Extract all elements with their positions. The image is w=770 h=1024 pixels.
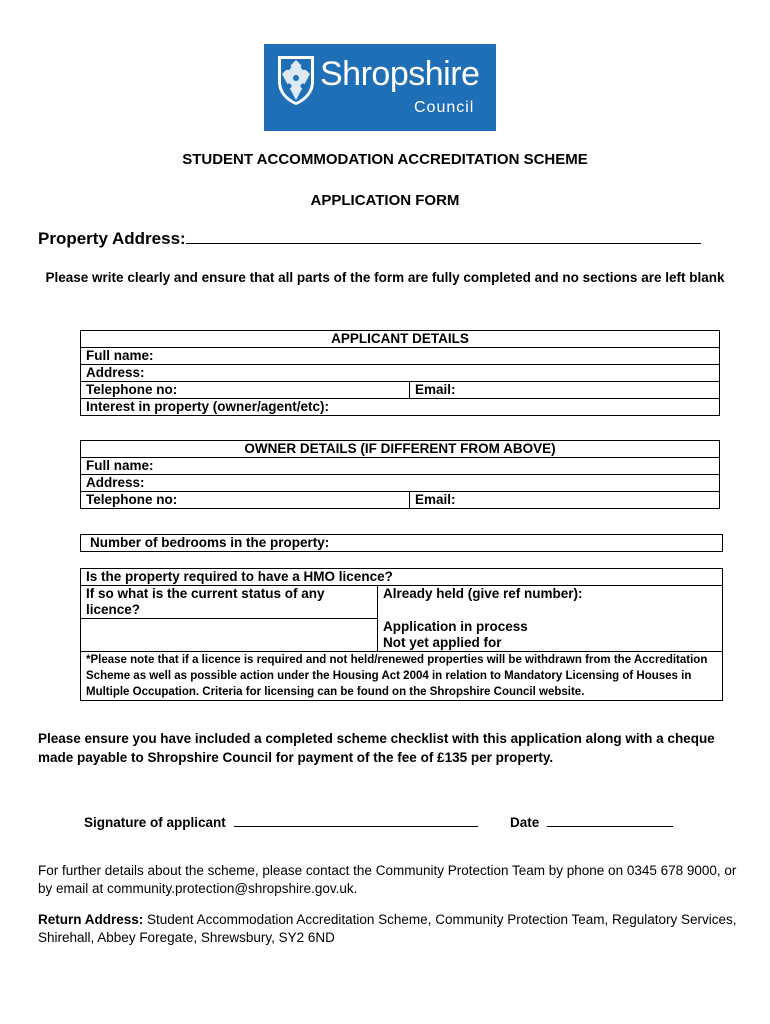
bedrooms-field[interactable]: Number of bedrooms in the property: (81, 535, 723, 552)
owner-telephone[interactable]: Telephone no: (81, 492, 410, 509)
owner-heading: OWNER DETAILS (IF DIFFERENT FROM ABOVE) (81, 441, 720, 458)
shield-icon (276, 54, 316, 106)
bedrooms-table (80, 534, 723, 552)
applicant-details-table (80, 330, 720, 416)
signature-label: Signature of applicant (84, 815, 226, 830)
hmo-note: *Please note that if a licence is required and not held/renewed properties will be withdrawn from the Accreditation Scheme as well as possible action under the Housing Act 2004 in relation to Mandatory Licensing of Houses in Multiple Occupation. Criteria for licensing can be found on the Shropshire Council website. (81, 652, 723, 701)
document-subtitle: APPLICATION FORM (310, 192, 460, 209)
hmo-question: Is the property required to have a HMO licence? (81, 569, 723, 586)
applicant-telephone[interactable]: Telephone no: (81, 382, 410, 399)
return-address-text: Student Accommodation Accreditation Scheme, Community Protection Team, Regulatory Services, Shirehall, Abbey Foregate, Shrewsbury, SY2 6ND (38, 912, 737, 945)
contact-text: For further details about the scheme, please contact the Community Protection Team by phone on 0345 678 9000, or by email at community.protection@shropshire.gov.uk. (38, 863, 737, 896)
applicant-full-name[interactable]: Full name: (81, 348, 720, 365)
hmo-option-held[interactable]: Already held (give ref number): (378, 586, 723, 619)
applicant-email[interactable]: Email: (410, 382, 720, 399)
logo-subtitle: Council (414, 99, 475, 116)
signature-field[interactable] (234, 812, 478, 827)
hmo-status-question: If so what is the current status of any licence? (81, 586, 378, 619)
hmo-licence-table (80, 568, 723, 701)
return-address (38, 911, 738, 947)
property-address-field[interactable] (186, 229, 701, 244)
hmo-option-in-process[interactable]: Application in process (378, 619, 723, 636)
property-address-row (38, 229, 701, 249)
checklist-note: Please ensure you have included a completed scheme checklist with this application along with a cheque made payable to Shropshire Council for payment of the fee of £135 per property. (38, 731, 715, 765)
applicant-address[interactable]: Address: (81, 365, 720, 382)
logo-wordmark: Shropshire (320, 55, 480, 93)
owner-details-table (80, 440, 720, 509)
document-title: STUDENT ACCOMMODATION ACCREDITATION SCHEME (182, 151, 588, 168)
property-address-label: Property Address: (38, 229, 186, 248)
applicant-interest[interactable]: Interest in property (owner/agent/etc): (81, 399, 720, 416)
owner-address[interactable]: Address: (81, 475, 720, 492)
date-field[interactable] (547, 812, 673, 827)
owner-email[interactable]: Email: (410, 492, 720, 509)
date-row (510, 812, 673, 830)
hmo-option-not-applied[interactable]: Not yet applied for (378, 635, 723, 652)
council-logo (264, 44, 496, 131)
instruction-text: Please write clearly and ensure that all parts of the form are fully completed and no sections are left blank (45, 270, 725, 285)
signature-row (84, 812, 478, 830)
applicant-heading: APPLICANT DETAILS (81, 331, 720, 348)
date-label: Date (510, 815, 540, 830)
return-address-label: Return Address: (38, 912, 144, 927)
owner-full-name[interactable]: Full name: (81, 458, 720, 475)
